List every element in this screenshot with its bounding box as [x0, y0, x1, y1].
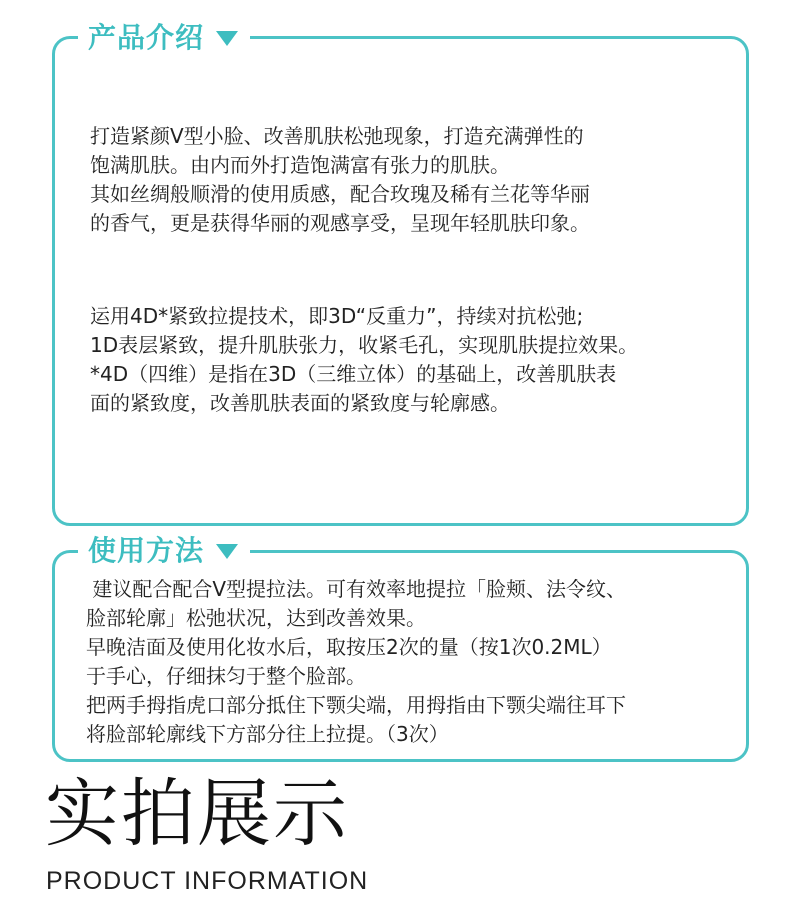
product-intro-title: 产品介绍	[88, 21, 205, 54]
triangle-down-icon	[216, 31, 238, 46]
usage-title: 使用方法	[88, 534, 205, 567]
product-intro-paragraph-1: 打造紧颜V型小脸、改善肌肤松弛现象，打造充满弹性的 饱满肌肤。由内而外打造饱满富有张力的肌肤。 其如丝绸般顺滑的使用质感，配合玫瑰及稀有兰花等华丽 的香气，更是获得华丽的观感享受，呈现年轻肌肤印象。	[90, 124, 590, 235]
usage-heading	[78, 533, 250, 569]
product-intro-heading	[78, 20, 250, 56]
triangle-down-icon	[216, 544, 238, 559]
product-intro-panel	[52, 36, 749, 526]
showcase-title: 实拍展示	[45, 771, 349, 857]
usage-paragraph: 建议配合配合V型提拉法。可有效率地提拉「脸颊、法令纹、 脸部轮廓」松弛状况，达到改善效果。 早晚洁面及使用化妆水后，取按压2次的量（按1次0.2ML） 于手心，仔细抹匀于整个脸部。 把两手拇指虎口部分抵住下颚尖端，用拇指由下颚尖端往耳下 将脸部轮廓线下方部分往上拉提。（3次）	[86, 577, 627, 746]
product-intro-paragraph-2: 运用4D*紧致拉提技术，即3D“反重力”，持续对抗松弛; 1D表层紧致，提升肌肤张力，收紧毛孔，实现肌肤提拉效果。 *4D（四维）是指在3D（三维立体）的基础上，改善肌肤表 面的紧致度，改善肌肤表面的紧致度与轮廓感。	[90, 304, 639, 415]
showcase-subtitle: PRODUCT INFORMATION	[46, 867, 369, 895]
